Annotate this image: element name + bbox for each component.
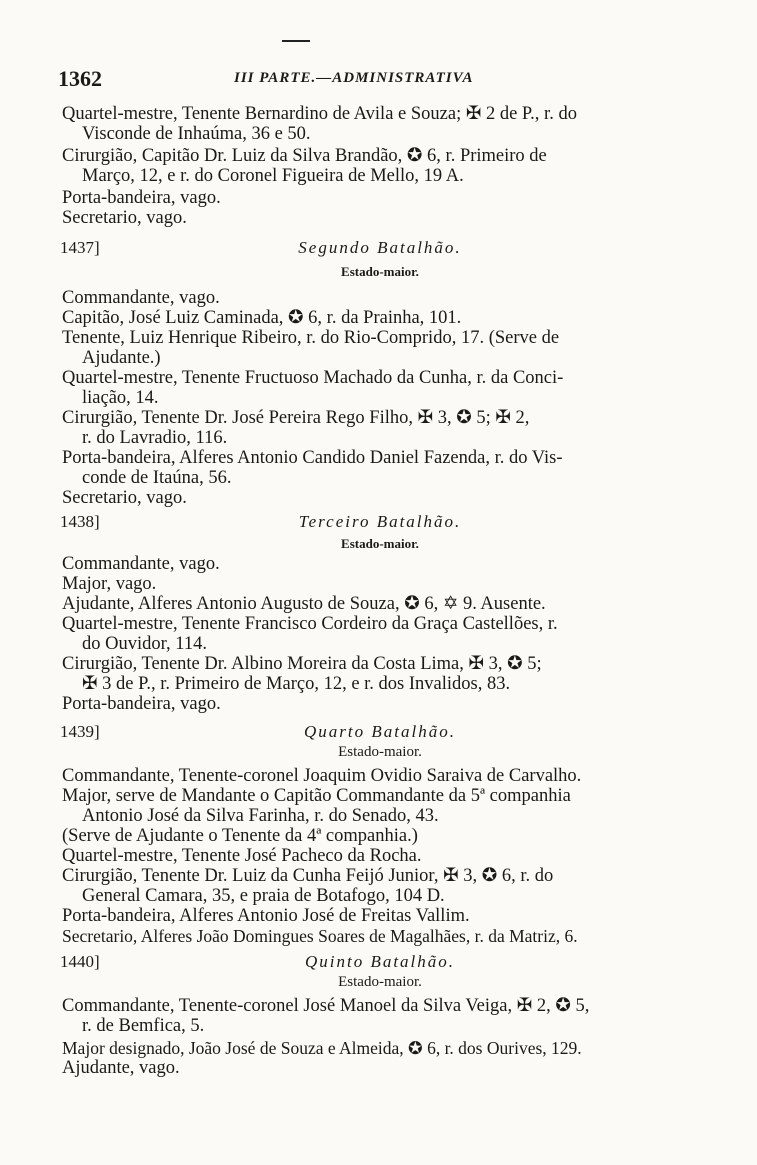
entry: Commandante, vago. <box>62 288 220 308</box>
entry-continuation: General Camara, 35, e praia de Botafogo, 104 D. <box>82 886 445 906</box>
entry: Tenente, Luiz Henrique Ribeiro, r. do Rio-Comprido, 17. (Serve de <box>62 328 560 348</box>
entry: Major designado, João José de Souza e Almeida, ✪ 6, r. dos Ourives, 129. <box>62 1038 582 1058</box>
entry-secretario: Secretario, vago. <box>62 208 187 228</box>
entry: Cirurgião, Tenente Dr. Albino Moreira da Costa Lima, ✠ 3, ✪ 5; <box>62 654 542 674</box>
entry-porta-bandeira: Porta-bandeira, vago. <box>62 188 221 208</box>
page-number: 1362 <box>58 66 102 91</box>
entry: Quartel-mestre, Tenente José Pacheco da Rocha. <box>62 846 422 866</box>
entry-continuation: Visconde de Inhaúma, 36 e 50. <box>82 124 311 144</box>
section-number: 1437] <box>60 238 100 257</box>
section-title: Terceiro Batalhão. <box>298 512 462 531</box>
entry: Commandante, vago. <box>62 554 220 574</box>
entry: Secretario, vago. <box>62 488 187 508</box>
entry-continuation: Ajudante.) <box>82 348 161 368</box>
running-title: III PARTE.—ADMINISTRATIVA <box>234 70 474 86</box>
entry: Cirurgião, Tenente Dr. José Pereira Rego Filho, ✠ 3, ✪ 5; ✠ 2, <box>62 408 530 428</box>
entry: Quartel-mestre, Tenente Francisco Cordeiro da Graça Castellões, r. <box>62 614 558 634</box>
section-number: 1438] <box>60 512 100 531</box>
entry-continuation: r. do Lavradio, 116. <box>82 428 228 448</box>
top-rule <box>282 40 310 42</box>
entry: Secretario, Alferes João Domingues Soares de Magalhães, r. da Matriz, 6. <box>62 926 578 946</box>
entry-continuation: r. de Bemfica, 5. <box>82 1016 205 1036</box>
section-heading <box>60 238 700 260</box>
entry-quartel-mestre: Quartel-mestre, Tenente Bernardino de Avila e Souza; ✠ 2 de P., r. do <box>62 104 577 124</box>
entry: Commandante, Tenente-coronel José Manoel da Silva Veiga, ✠ 2, ✪ 5, <box>62 996 590 1016</box>
page-header <box>58 66 698 92</box>
section-heading <box>60 952 700 974</box>
entry: Porta-bandeira, Alferes Antonio Candido Daniel Fazenda, r. do Vis- <box>62 448 563 468</box>
section-subtitle: Estado-maior. <box>341 536 419 551</box>
section-subtitle: Estado-maior. <box>338 974 422 990</box>
entry-continuation: ✠ 3 de P., r. Primeiro de Março, 12, e r. dos Invalidos, 83. <box>82 674 511 694</box>
entry-continuation: do Ouvidor, 114. <box>82 634 207 654</box>
entry: Ajudante, Alferes Antonio Augusto de Souza, ✪ 6, ✡ 9. Ausente. <box>62 594 546 614</box>
entry: Major, serve de Mandante o Capitão Commandante da 5ª companhia <box>62 786 571 806</box>
section-title: Segundo Batalhão. <box>298 238 462 257</box>
section-number: 1439] <box>60 722 100 741</box>
section-heading <box>60 722 700 744</box>
entry-continuation: liação, 14. <box>82 388 159 408</box>
section-subtitle: Estado-maior. <box>341 264 419 279</box>
entry: Capitão, José Luiz Caminada, ✪ 6, r. da Prainha, 101. <box>62 308 462 328</box>
entry: Ajudante, vago. <box>62 1058 180 1078</box>
entry: Commandante, Tenente-coronel Joaquim Ovidio Saraiva de Carvalho. <box>62 766 582 786</box>
entry: (Serve de Ajudante o Tenente da 4ª companhia.) <box>62 826 418 846</box>
entry-continuation: Antonio José da Silva Farinha, r. do Senado, 43. <box>82 806 439 826</box>
entry-continuation: conde de Itaúna, 56. <box>82 468 232 488</box>
section-subtitle: Estado-maior. <box>338 744 422 760</box>
entry-continuation: Março, 12, e r. do Coronel Figueira de Mello, 19 A. <box>82 166 464 186</box>
section-number: 1440] <box>60 952 100 971</box>
entry: Quartel-mestre, Tenente Fructuoso Machado da Cunha, r. da Conci- <box>62 368 564 388</box>
section-title: Quinto Batalhão. <box>304 952 456 971</box>
entry: Porta-bandeira, vago. <box>62 694 221 714</box>
entry-cirurgiao: Cirurgião, Capitão Dr. Luiz da Silva Brandão, ✪ 6, r. Primeiro de <box>62 146 547 166</box>
entry: Cirurgião, Tenente Dr. Luiz da Cunha Feijó Junior, ✠ 3, ✪ 6, r. do <box>62 866 554 886</box>
entry: Major, vago. <box>62 574 157 594</box>
entry: Porta-bandeira, Alferes Antonio José de Freitas Vallim. <box>62 906 470 926</box>
section-heading <box>60 512 700 534</box>
section-title: Quarto Batalhão. <box>304 722 456 741</box>
